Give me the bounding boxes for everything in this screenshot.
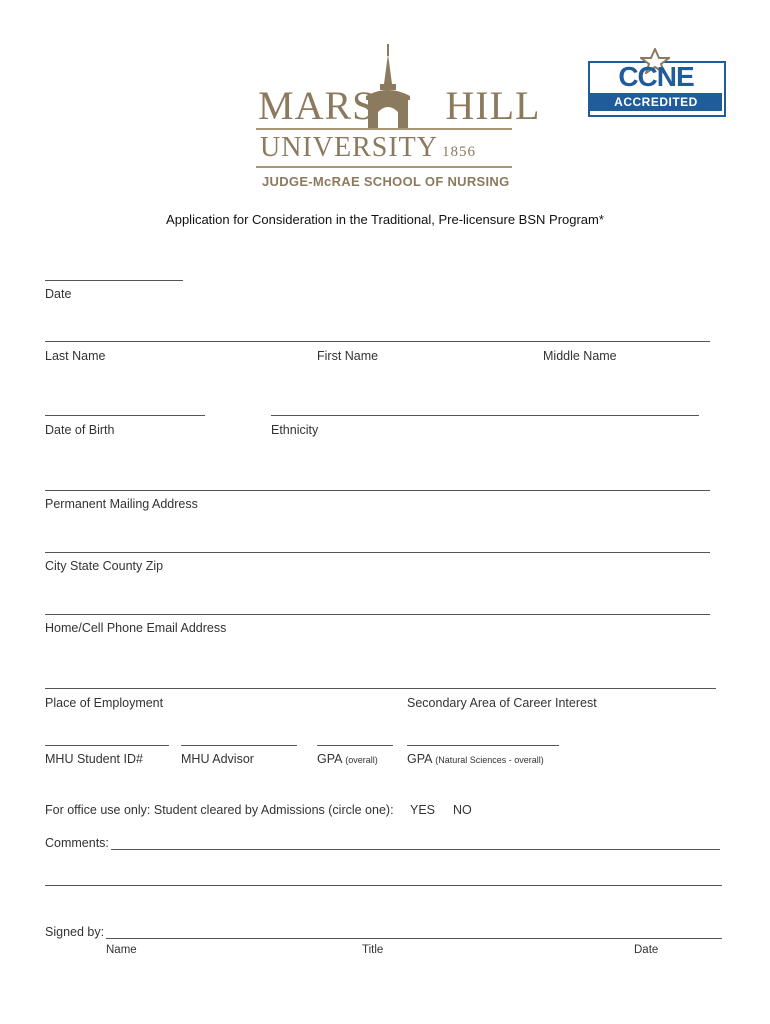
- name-field-line[interactable]: [45, 341, 710, 342]
- first-name-label: First Name: [317, 349, 379, 363]
- gpa-label: GPA (overall): [317, 752, 378, 766]
- signature-date-label: Date: [634, 944, 659, 956]
- gpa-field-line[interactable]: [317, 745, 393, 746]
- mailing-address-label: Permanent Mailing Address: [45, 497, 198, 511]
- middle-name-label: Middle Name: [543, 349, 617, 363]
- employment-field-line[interactable]: [45, 688, 716, 689]
- date-label: Date: [45, 287, 72, 301]
- form-title: Application for Consideration in the Traditional, Pre-licensure BSN Program*: [166, 212, 604, 227]
- school-name: JUDGE-McRAE SCHOOL OF NURSING: [262, 174, 510, 189]
- mailing-address-field-line[interactable]: [45, 490, 710, 491]
- last-name-label: Last Name: [45, 349, 106, 363]
- gpa-natural-sciences-field-line[interactable]: [407, 745, 559, 746]
- date-of-birth-label: Date of Birth: [45, 423, 115, 437]
- date-field-line[interactable]: [45, 280, 183, 281]
- phone-email-field-line[interactable]: [45, 614, 710, 615]
- comments-field-line-2[interactable]: [45, 885, 722, 886]
- badge-caption: ACCREDITED: [590, 93, 722, 111]
- no-option[interactable]: NO: [453, 803, 472, 817]
- badge-acronym: CCNE: [618, 61, 694, 92]
- secondary-area-label: Secondary Area of Career Interest: [407, 696, 597, 710]
- signature-title-label: Title: [362, 944, 384, 956]
- advisor-field-line[interactable]: [181, 745, 297, 746]
- date-of-birth-field-line[interactable]: [45, 415, 205, 416]
- logo-wordmark-bottom: UNIVERSITY 1856: [260, 132, 476, 163]
- ethnicity-label: Ethnicity: [271, 423, 319, 437]
- advisor-label: MHU Advisor: [181, 752, 254, 766]
- student-id-label: MHU Student ID#: [45, 752, 143, 766]
- student-id-field-line[interactable]: [45, 745, 169, 746]
- comments-label: Comments:: [45, 836, 109, 850]
- logo-rule-top: [256, 128, 512, 130]
- university-logo: [252, 44, 541, 194]
- gpa-natural-sciences-label: GPA (Natural Sciences - overall): [407, 752, 544, 766]
- place-of-employment-label: Place of Employment: [45, 696, 164, 710]
- comments-field-line[interactable]: [111, 849, 720, 850]
- signature-name-label: Name: [106, 944, 137, 956]
- office-use-prompt: For office use only: Student cleared by Admissions (circle one):: [45, 803, 394, 817]
- phone-email-label: Home/Cell Phone Email Address: [45, 621, 227, 635]
- signed-by-label: Signed by:: [45, 925, 105, 939]
- yes-option[interactable]: YES: [410, 803, 436, 817]
- ccne-accreditation-badge: [588, 48, 724, 114]
- logo-rule-bottom: [256, 166, 512, 168]
- logo-wordmark-top: MARS HILL: [258, 83, 541, 128]
- signature-field-line[interactable]: [106, 938, 722, 939]
- ethnicity-field-line[interactable]: [271, 415, 699, 416]
- city-state-zip-field-line[interactable]: [45, 552, 710, 553]
- city-state-zip-label: City State County Zip: [45, 559, 164, 573]
